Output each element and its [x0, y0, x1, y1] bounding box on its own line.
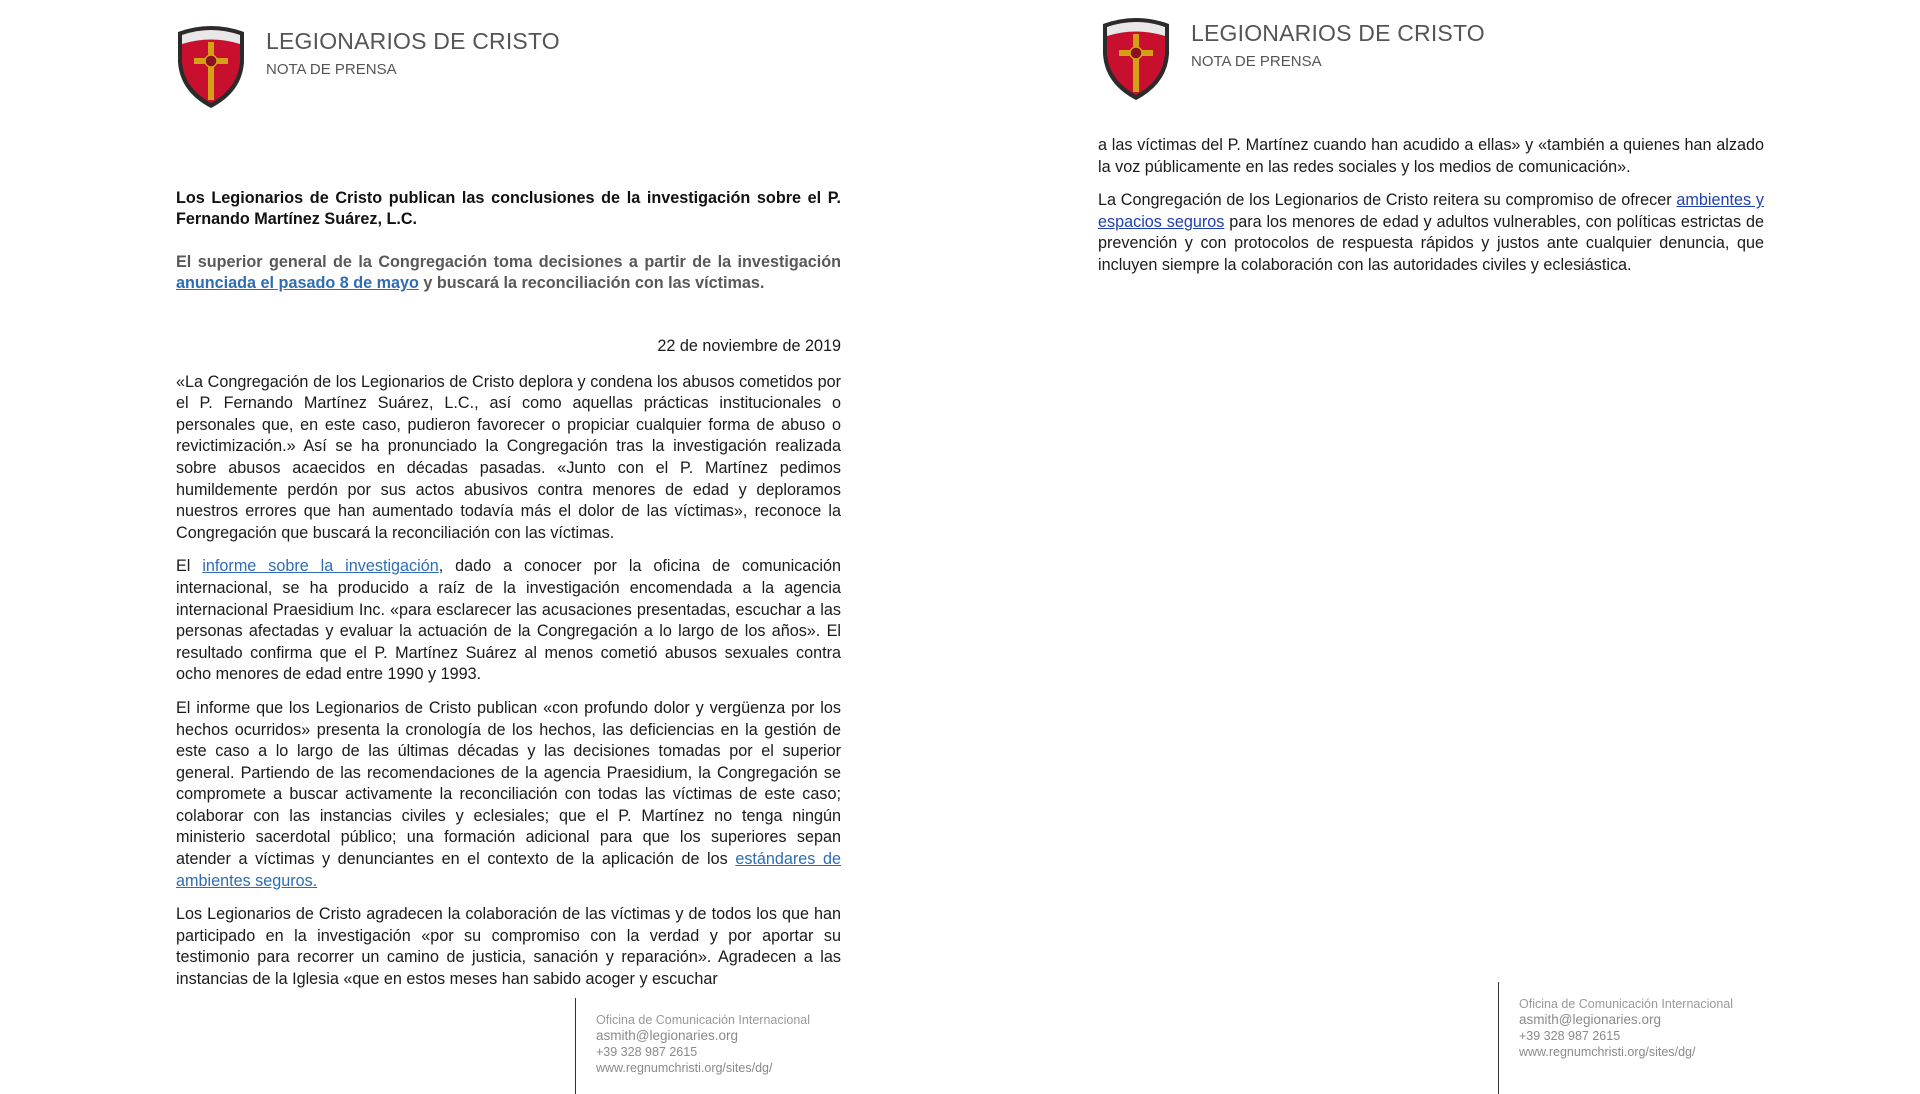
press-release-page-1 — [0, 0, 960, 1080]
contact-footer — [1498, 982, 1733, 1094]
legion-shield-logo-icon — [1097, 14, 1175, 102]
footer-office: Oficina de Comunicación Internacional — [1519, 997, 1734, 1011]
link-investigation-report[interactable]: informe sobre la investigación — [202, 557, 439, 576]
p6-text-end: para los menores de edad y adultos vulnerables, con políticas estrictas de prevención y con protocolos de respuesta rápidos y justos ante cualquier denuncia, que incluyen siempre la colaboración con las autoridades civiles y eclesiástica. — [1098, 212, 1765, 274]
paragraph-4: Los Legionarios de Cristo agradecen la colaboración de las víctimas y de todos los que han participado en la investigación «por su compromiso con la verdad y por aportar su testimonio para recorrer un camino de justicia, sanación y reparación». Agradecen a las instancias de la Iglesia «que en estos meses han sabido acoger y escuchar — [176, 905, 841, 989]
organization-name: LEGIONARIOS DE CRISTO — [1191, 20, 1485, 46]
link-announcement[interactable]: anunciada el pasado 8 de mayo — [176, 274, 419, 292]
paragraph-6 — [1098, 190, 1764, 276]
headline: Los Legionarios de Cristo publican las conclusiones de la investigación sobre el P. Fernando Martínez Suárez, L.C. — [176, 189, 841, 228]
legion-shield-logo-icon — [172, 22, 250, 110]
footer-phone: +39 328 987 2615 — [596, 1045, 698, 1059]
letterhead — [1097, 14, 1485, 102]
document-type: NOTA DE PRENSA — [266, 61, 397, 78]
link-safe-environments[interactable]: ambientes y espacios seguros — [1098, 191, 1764, 231]
letterhead — [172, 22, 560, 110]
organization-name: LEGIONARIOS DE CRISTO — [266, 28, 560, 54]
link-safe-environment-standards[interactable]: estándares de ambientes seguros. — [176, 850, 841, 890]
paragraph-5: a las víctimas del P. Martínez cuando han acudido a ellas» y «también a quienes han alzado la voz públicamente en las redes sociales y los medios de comunicación». — [1098, 136, 1764, 176]
date: 22 de noviembre de 2019 — [657, 337, 841, 355]
paragraph-1: «La Congregación de los Legionarios de Cristo deplora y condena los abusos cometidos por el P. Fernando Martínez Suárez, L.C., así como aquellas prácticas institucionales o personales que, en este caso, pudieron favorecer o propiciar cualquier forma de abuso o revictimización.» Así se ha pronunciado la Congregación tras la investigación realizada sobre abusos acaecidos en décadas pasadas. «Junto con el P. Martínez pedimos humildemente perdón por sus actos abusivos contra menores de edad y deploramos nuestros errores que han aumentado todavía más el dolor de las víctimas», reconoce la Congregación que buscará la reconciliación con las víctimas. — [176, 372, 841, 542]
document-type: NOTA DE PRENSA — [1191, 53, 1322, 70]
press-release-page-2 — [960, 0, 1920, 1080]
subhead-text: El superior general de la Congregación toma decisiones a partir de la investigación — [176, 253, 841, 271]
p6-text: La Congregación de los Legionarios de Cristo reitera su compromiso de ofrecer — [1098, 191, 1677, 210]
footer-email[interactable]: asmith@legionaries.org — [1519, 1012, 1662, 1027]
p2-text: El — [176, 557, 203, 576]
footer-email[interactable]: asmith@legionaries.org — [596, 1028, 739, 1043]
article-body-continued — [1098, 135, 1764, 289]
p3-text: El informe que los Legionarios de Cristo publican «con profundo dolor y vergüenza por los hechos ocurridos» presenta la cronología de los hechos, las deficiencias en la gestión de este caso a lo largo de las últimas décadas y las decisiones tomadas por el superior general. Partiendo de las recomendaciones de la agencia Praesidium, la Congregación se compromete a buscar activamente la reconciliación con todas las víctimas de este caso; colaborar con las instancias civiles y eclesiales; que el P. Martínez no tenga ningún ministerio sacerdotal público; una formación adicional para que los superiores sepan atender a víctimas y denunciantes en el contexto de la aplicación de los — [176, 698, 841, 869]
subheadline — [176, 252, 841, 294]
paragraph-2 — [176, 556, 841, 686]
article-body — [176, 188, 841, 1003]
footer-website[interactable]: www.regnumchristi.org/sites/dg/ — [596, 1061, 773, 1075]
footer-office: Oficina de Comunicación Internacional — [596, 1013, 811, 1027]
paragraph-3 — [176, 698, 841, 892]
subhead-text-end: y buscará la reconciliación con las víctimas. — [418, 274, 765, 292]
footer-phone: +39 328 987 2615 — [1519, 1029, 1621, 1043]
p2-text-end: , dado a conocer por la oficina de comunicación internacional, se ha producido a raíz de la investigación encomendada a la agencia internacional Praesidium Inc. «para esclarecer las acusaciones presentadas, escuchar a las personas afectadas y evaluar la actuación de la Congregación a lo largo de los años». El resultado confirma que el P. Martínez Suárez al menos cometió abusos sexuales contra ocho menores de edad entre 1990 y 1993. — [176, 557, 841, 684]
footer-website[interactable]: www.regnumchristi.org/sites/dg/ — [1519, 1045, 1696, 1059]
